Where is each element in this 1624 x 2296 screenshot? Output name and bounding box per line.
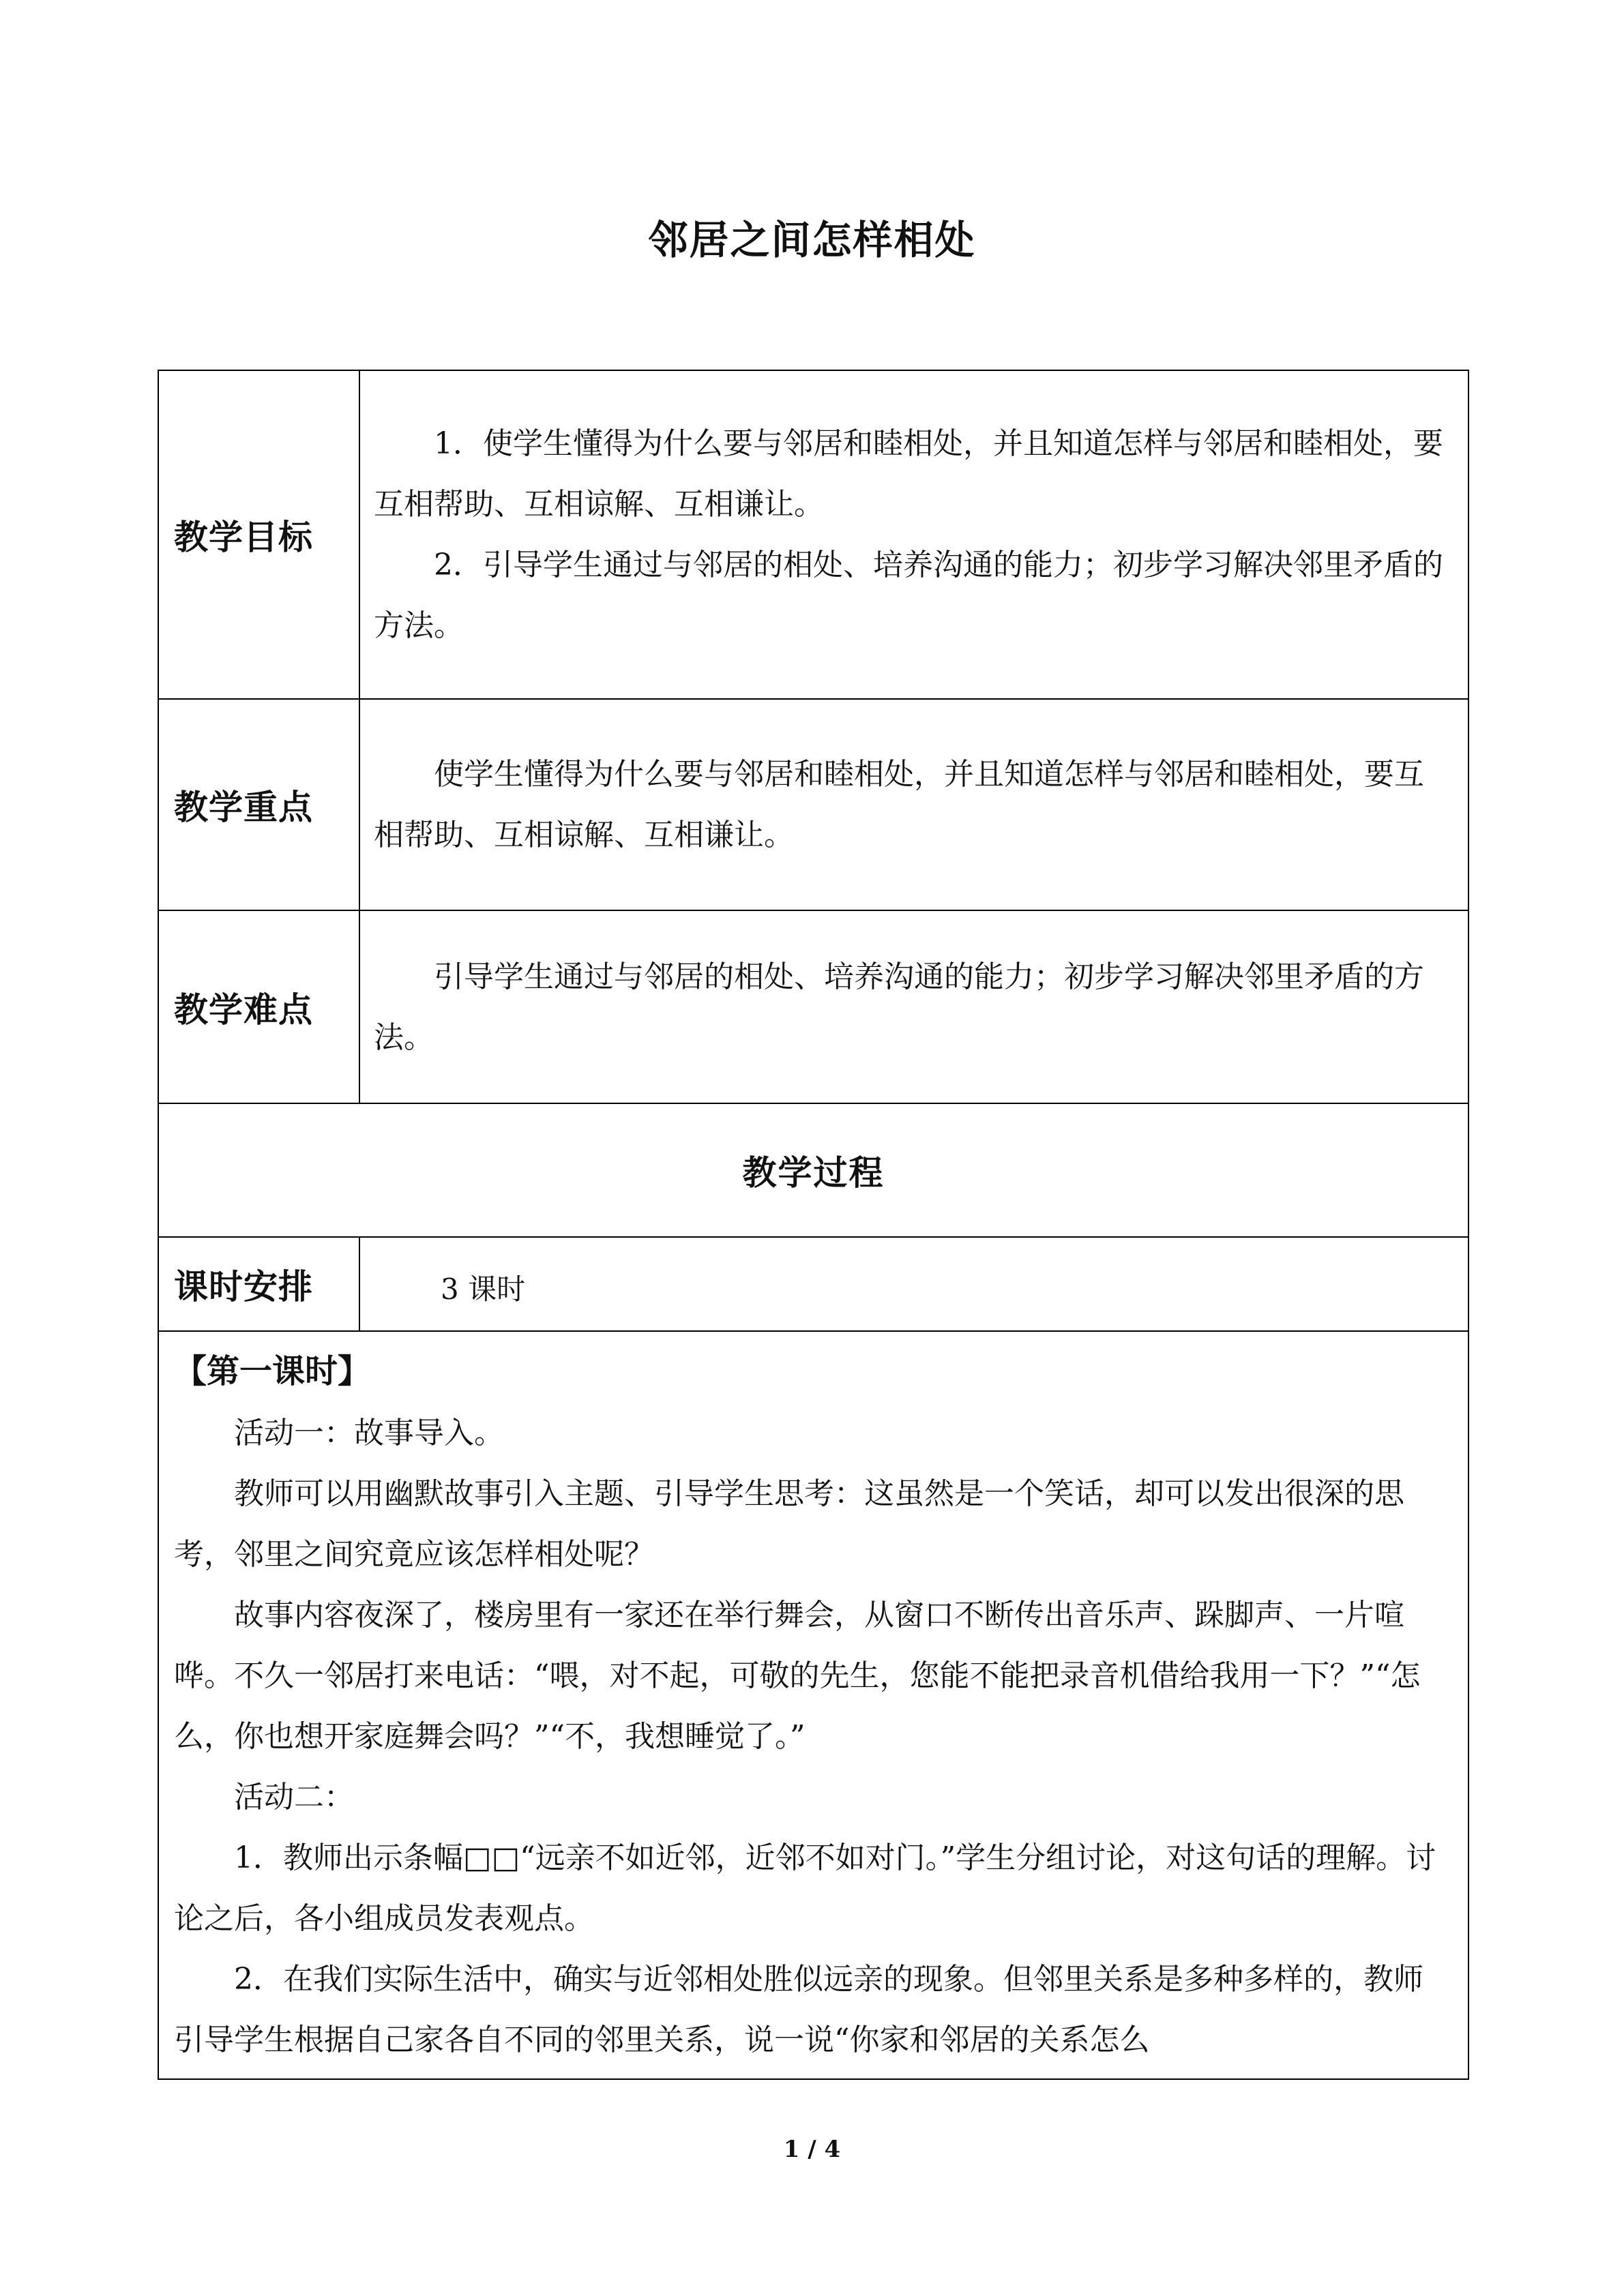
first-lesson-row xyxy=(158,1331,1468,2079)
schedule-value: 3 课时 xyxy=(359,1237,1468,1331)
lesson-paragraph: 活动一：故事导入。 xyxy=(234,1416,504,1450)
key-points-content xyxy=(359,699,1468,910)
page-number: 1 / 4 xyxy=(783,2136,841,2163)
lesson-paragraph: 2．在我们实际生活中，确实与近邻相处胜似远亲的现象。但邻里关系是多种多样的，教师引导学生根据自己家各自不同的邻里关系，说一说“你家和邻居的关系怎么 xyxy=(174,1962,1423,2057)
teaching-goals-row xyxy=(158,370,1468,699)
lesson-paragraph: 1．教师出示条幅□□“远亲不如近邻，近邻不如对门。”学生分组讨论，对这句话的理解。讨论之后，各小组成员发表观点。 xyxy=(174,1840,1436,1936)
teaching-goals-content xyxy=(359,370,1468,699)
lesson-paragraph: 活动二： xyxy=(234,1780,354,1815)
teaching-goal-item: 1．使学生懂得为什么要与邻居和睦相处，并且知道怎样与邻居和睦相处，要互相帮助、互相谅解、互相谦让。 xyxy=(374,426,1443,522)
first-lesson-heading: 【第一课时】 xyxy=(174,1352,371,1390)
process-heading: 教学过程 xyxy=(158,1103,1468,1237)
teaching-goals-label: 教学目标 xyxy=(158,370,359,699)
lesson-paragraph: 故事内容夜深了，楼房里有一家还在举行舞会，从窗口不断传出音乐声、跺脚声、一片喧哗。不久一邻居打来电话：“喂，对不起，可敬的先生，您能不能把录音机借给我用一下？”“怎么，你也想开家庭舞会吗？”“不，我想睡觉了。” xyxy=(174,1598,1421,1754)
lesson-paragraph: 教师可以用幽默故事引入主题、引导学生思考：这虽然是一个笑话，却可以发出很深的思考，邻里之间究竟应该怎样相处呢？ xyxy=(174,1476,1404,1572)
key-points-text: 使学生懂得为什么要与邻居和睦相处，并且知道怎样与邻居和睦相处，要互相帮助、互相谅解、互相谦让。 xyxy=(374,757,1424,852)
teaching-goal-item: 2．引导学生通过与邻居的相处、培养沟通的能力；初步学习解决邻里矛盾的方法。 xyxy=(374,548,1443,643)
process-heading-row xyxy=(158,1103,1468,1237)
key-points-label: 教学重点 xyxy=(158,699,359,910)
first-lesson-content xyxy=(158,1331,1468,2079)
difficulties-content xyxy=(359,910,1468,1103)
difficulties-row xyxy=(158,910,1468,1103)
difficulties-label: 教学难点 xyxy=(158,910,359,1103)
schedule-row xyxy=(158,1237,1468,1331)
page-title: 邻居之间怎样相处 xyxy=(648,217,976,263)
key-points-row xyxy=(158,699,1468,910)
lesson-plan-table xyxy=(158,370,1469,2080)
difficulties-text: 引导学生通过与邻居的相处、培养沟通的能力；初步学习解决邻里矛盾的方法。 xyxy=(374,959,1424,1055)
schedule-label: 课时安排 xyxy=(158,1237,359,1331)
